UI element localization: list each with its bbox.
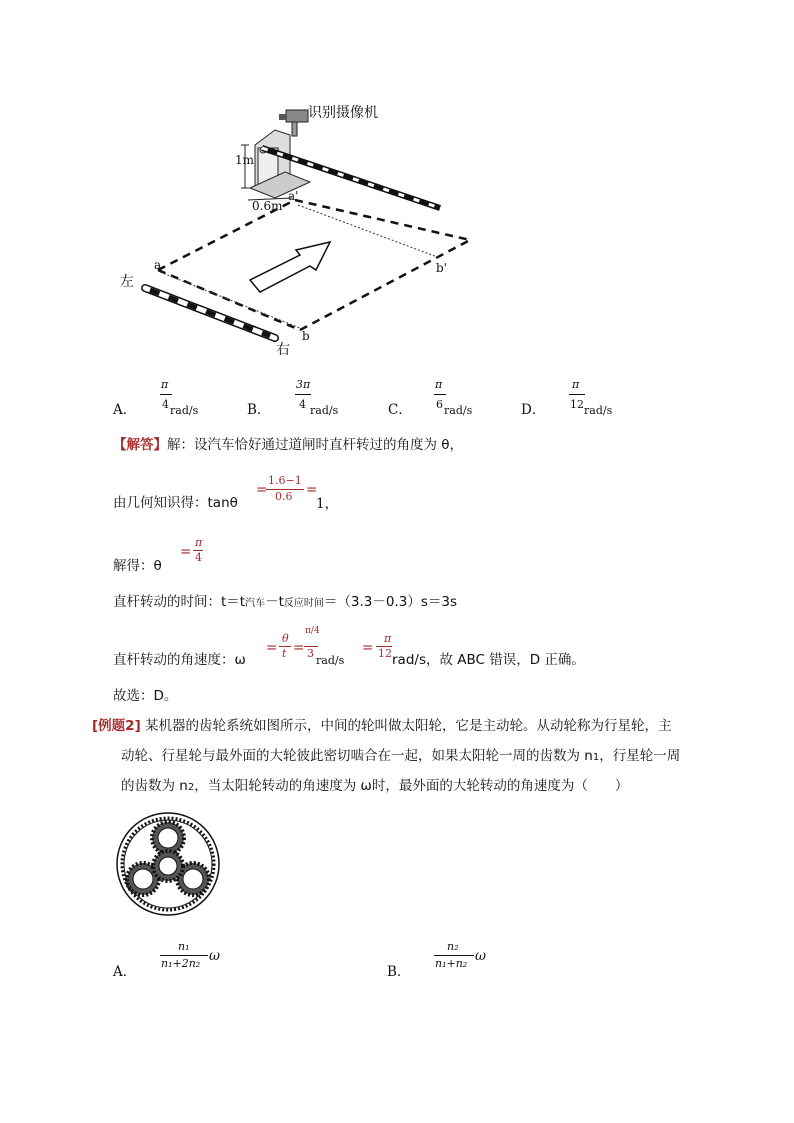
frac-den: 0.6 — [275, 490, 293, 503]
frac-den: 4 — [195, 551, 202, 564]
option-num: n₁ — [178, 940, 190, 953]
point-a: a — [154, 258, 162, 272]
solution-line-1: 【解答】解：设汽车恰好通过道闸时直杆转过的角度为 θ， — [113, 437, 464, 453]
solution-line-3-prefix: 解得：θ — [113, 558, 162, 574]
option-unit: rad/s — [444, 404, 473, 417]
width-label: 0.6m — [252, 199, 283, 213]
solution-line-6: 故选：D。 — [113, 688, 178, 704]
option-den: 4 — [299, 398, 306, 411]
option-num: π — [435, 378, 443, 391]
planet-gear-top — [152, 822, 184, 854]
option-letter: B． — [387, 964, 411, 980]
option-unit: rad/s — [170, 404, 199, 417]
frac-num: π — [195, 536, 203, 549]
option-letter: A． — [113, 964, 137, 980]
frac-den: 3 — [307, 647, 314, 660]
frac-den: 12 — [378, 647, 392, 660]
frac-num: π — [384, 632, 392, 645]
left-label: 左 — [120, 274, 134, 290]
option-letter: B． — [247, 402, 271, 418]
option-den: 4 — [162, 398, 169, 411]
option-tail: ω — [475, 948, 487, 964]
solution-line-5-prefix: 直杆转动的角速度：ω — [113, 652, 246, 668]
solution-tag: 【解答】 — [113, 437, 167, 453]
lower-barrier — [145, 288, 275, 338]
option-letter: D． — [521, 402, 546, 418]
frac-num: 1.6−1 — [268, 474, 302, 487]
camera-label: 识别摄像机 — [308, 105, 378, 121]
frac-num: π/4 — [305, 626, 320, 636]
option-num: π — [161, 378, 169, 391]
example2-line-3: 的齿数为 n2，当太阳轮转动的角速度为 ω时，最外面的大轮转动的角速度为（ ） — [121, 778, 629, 794]
direction-arrow-icon — [250, 242, 330, 292]
example2-tag: [例题2] — [92, 718, 141, 734]
camera-icon — [279, 110, 308, 136]
solution-line-2-prefix: 由几何知识得：tanθ — [113, 495, 238, 511]
solution-line-5-suffix: rad/s，故 ABC 错误，D 正确。 — [392, 652, 585, 668]
option-tail: ω — [209, 948, 221, 964]
eq-sign: = — [180, 544, 192, 560]
sun-gear — [153, 851, 183, 881]
frac-den: t — [282, 647, 287, 660]
option-num: π — [572, 378, 580, 391]
solution-line-2-suffix: 1， — [316, 496, 339, 512]
point-a-prime: a' — [288, 189, 299, 203]
gate-diagram — [110, 95, 490, 360]
option-letter: C． — [388, 402, 412, 418]
option-unit: rad/s — [584, 404, 613, 417]
option-den: 6 — [436, 398, 443, 411]
point-b: b — [302, 329, 310, 343]
option-den: n₁+2n₂ — [161, 957, 201, 970]
option-letter: A． — [113, 402, 137, 418]
option-unit: rad/s — [310, 404, 339, 417]
height-label: 1m — [235, 153, 255, 167]
option-den: n₁+n₂ — [435, 957, 468, 970]
option-num: 3π — [296, 378, 311, 391]
point-b-prime: b' — [436, 261, 447, 275]
right-label: 右 — [276, 342, 290, 358]
example2-line-1: [例题2] 某机器的齿轮系统如图所示，中间的轮叫做太阳轮，它是主动轮。从动轮称为行星轮，主 — [92, 718, 672, 734]
unit-1: rad/s — [316, 654, 345, 667]
solution-line-4: 直杆转动的时间：t＝t汽车－t反应时间＝（3.3－0.3）s＝3s — [113, 594, 457, 610]
example2-line-2: 动轮、行星轮与最外面的大轮彼此密切啮合在一起，如果太阳轮一周的齿数为 n1，行星轮一周 — [121, 748, 681, 764]
eq-sign: = — [256, 482, 268, 498]
option-num: n₂ — [447, 940, 459, 953]
frac-num: θ — [282, 632, 289, 645]
gear-system-diagram — [116, 812, 221, 917]
option-den: 12 — [570, 398, 584, 411]
